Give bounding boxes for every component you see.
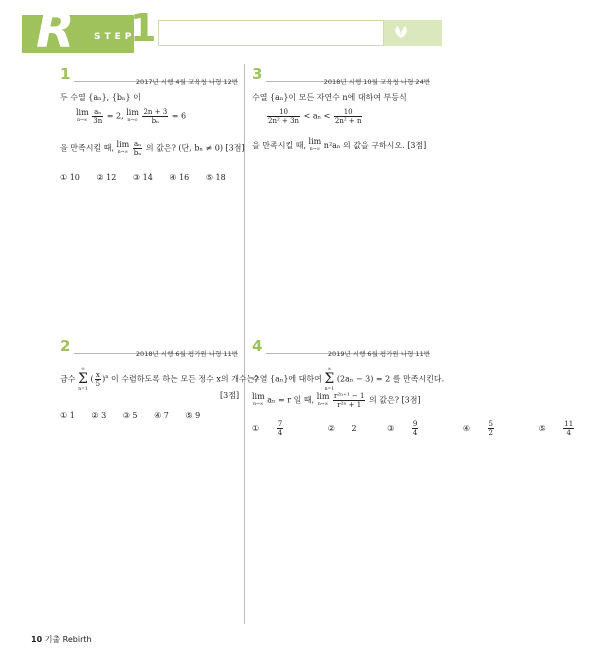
problem-text: 두 수열 {aₙ}, {bₙ} 이 [60,93,141,102]
question-text: lim n→∞ aₙ = r 일 때, lim n→∞ $\frac{\text{r²ⁿ⁺¹ − 1}}{\text{r²ⁿ + 1}}$ 의 값은? [3점] [252,391,421,409]
choice[interactable]: ③ 14 [132,173,153,182]
limit-conditions [76,108,186,125]
choice[interactable]: ④ $\frac{5}{2}$ [462,420,494,437]
leaf-icon [392,25,410,39]
problem-source: 2018년 시행 6월 평가원 나형 11번 [135,350,238,358]
problem-1 [60,65,245,188]
problem-source: 2017년 시행 4월 교육청 나형 12번 [135,78,238,86]
equation-rhs: = 2, [106,111,124,121]
page-footer [31,634,92,645]
problem-source: 2019년 시행 6월 평가원 나형 11번 [327,350,430,358]
limit-symbol: lim n→∞ [116,139,130,155]
fraction: $\frac{\text{aₙ}}{\text{bₙ}}$ [133,140,142,157]
choice[interactable]: ⑤ $\frac{11}{4}$ [538,420,574,437]
limit-symbol: lim n→∞ [76,107,89,123]
question-text: 을 만족시킬 때, lim n→∞ n²aₙ 의 값을 구하시오. [3점] [252,137,427,152]
fraction: $\frac{\text{r²ⁿ⁺¹ − 1}}{\text{r²ⁿ + 1}}$ [333,392,365,409]
choice[interactable]: ① $\frac{7}{4}$ [252,420,283,437]
choice[interactable]: ① 1 [60,411,75,420]
fraction: $\frac{x}{5}$ [95,371,101,388]
fraction: $\frac{10}{\text{2n² + n}}$ [334,108,362,125]
choice[interactable]: ③ 5 [122,411,138,420]
answer-choices [60,172,240,184]
choice[interactable]: ② 2 [327,423,357,433]
problem-text: 급수 ∞ Σ n=1 ( $\frac{x}{5}$ )$^n$ 이 수렴하도록 하는 모든 정수 x의 개수는? [60,367,259,392]
problem-number: 1 [60,65,71,83]
choice[interactable]: ② 12 [96,173,117,182]
choice[interactable]: ③ $\frac{9}{4}$ [387,420,418,437]
problem-4 [252,337,574,450]
question-text: 을 만족시킬 때, lim n→∞ $\frac{\text{aₙ}}{\text{bₙ}}$ 의 값은? (단, bₙ ≠ 0) [3점] [60,139,245,157]
problem-number: 4 [252,337,263,355]
equation-rhs: = 6 [171,111,187,121]
limit-symbol: lim n→∞ [126,107,139,123]
step-label: STEP [94,32,136,42]
choice[interactable]: ② 3 [91,411,107,420]
fraction: $\frac{10}{\text{2n² + 3n}}$ [268,108,300,125]
problem-number: 2 [60,337,71,355]
points: [3점] [220,391,240,400]
fraction: $\frac{\text{aₙ}}{3n}$ [93,108,103,125]
choice[interactable]: ④ 7 [154,411,169,420]
limit-symbol: lim n→∞ [252,391,265,407]
problem-text: 수열 {aₙ}에 대하여 ∞ Σ n=1 (2aₙ − 3) = 2 를 만족시킨다. [252,367,445,392]
inequality: $\frac{10}{\text{2n² + 3n}}$ < aₙ < $\frac{10}{\text{2n² + n}}$ [268,108,362,125]
limit-symbol: lim n→∞ [308,137,322,152]
answer-choices [60,410,214,422]
problem-text: 수열 {aₙ}이 모든 자연수 n에 대하여 부등식 [252,93,407,102]
sigma-symbol: ∞ Σ n=1 [78,367,88,392]
choice[interactable]: ④ 16 [169,173,190,182]
problem-source: 2018년 시행 10월 교육청 나형 24번 [323,78,430,86]
choice[interactable]: ⑤ 9 [185,411,201,420]
answer-choices [252,420,616,437]
limit-symbol: lim n→∞ [316,391,330,407]
book-title: 기출 Rebirth [44,635,92,644]
choice[interactable]: ① 10 [60,173,80,182]
problem-number: 3 [252,65,263,83]
fraction: $\frac{2n + 3}{\text{bₙ}}$ [143,108,168,125]
page-number: 10 [31,635,43,644]
choice[interactable]: ⑤ 18 [205,173,226,182]
step-number: 1 [130,6,157,50]
step-header [0,0,500,62]
sigma-symbol: ∞ Σ n=1 [324,367,335,392]
problem-3 [252,65,430,158]
header-bar-inner [158,20,384,46]
logo-letter: R [36,1,75,59]
